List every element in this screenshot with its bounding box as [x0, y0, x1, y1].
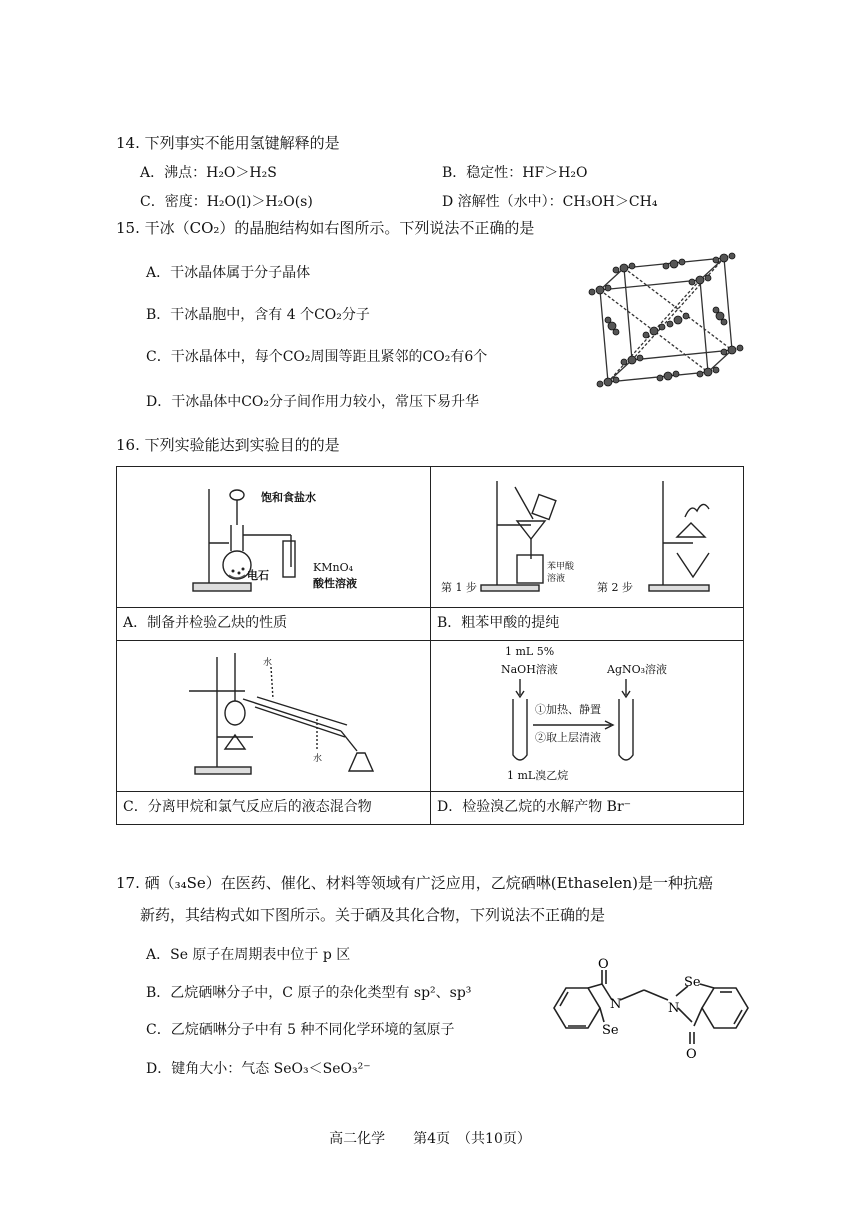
q15-option-c: C．干冰晶体中，每个CO₂周围等距且紧邻的CO₂有6个	[146, 349, 488, 365]
page-footer: 高二化学 第4页 （共10页）	[329, 1131, 531, 1147]
fig-a-acetylene-apparatus	[117, 467, 430, 607]
fig-d-top-2: NaOH溶液	[501, 663, 558, 676]
q14-stem: 14. 下列事实不能用氢键解释的是	[116, 134, 340, 152]
q14-option-a: A．沸点：H₂O＞H₂S	[140, 165, 277, 181]
q17-option-c: C．乙烷硒啉分子中有 5 种不同化学环境的氢原子	[146, 1022, 455, 1038]
struct-se-right: Se	[684, 975, 701, 990]
q14-option-b: B．稳定性：HF＞H₂O	[442, 165, 588, 181]
q15-option-d: D．干冰晶体中CO₂分子间作用力较小，常压下易升华	[146, 394, 480, 410]
struct-n-right: N	[668, 1001, 680, 1016]
fig-d-bottom: 1 mL溴乙烷	[507, 769, 569, 782]
struct-se-left: Se	[602, 1023, 619, 1038]
q15-option-a: A．干冰晶体属于分子晶体	[146, 265, 311, 281]
q16-caption-c: C．分离甲烷和氯气反应后的液态混合物	[117, 792, 431, 825]
fig-b-step-1: 第 1 步	[441, 581, 477, 594]
fig-d-top-1: 1 mL 5%	[505, 645, 555, 658]
q16-caption-d: D．检验溴乙烷的水解产物 Br⁻	[431, 792, 744, 825]
q17-stem-line-1: 17. 硒（₃₄Se）在医药、催化、材料等领域有广泛应用，乙烷硒啉(Ethaselen)是一种抗癌	[116, 874, 714, 892]
struct-n-left: N	[610, 997, 622, 1012]
q17-option-b: B．乙烷硒啉分子中，C 原子的杂化类型有 sp²、sp³	[146, 985, 472, 1001]
fig-a-label-acidic: 酸性溶液	[313, 577, 357, 590]
fig-b-label-solution: 溶液	[547, 574, 566, 584]
fig-d-step-2: ②取上层清液	[535, 731, 601, 744]
q15-option-b: B．干冰晶胞中，含有 4 个CO₂分子	[146, 307, 370, 323]
q16-experiment-table	[116, 466, 744, 825]
struct-o-left: O	[598, 957, 609, 972]
q16-stem: 16. 下列实验能达到实验目的的是	[116, 436, 340, 454]
fig-c-water-in: 水	[263, 658, 273, 668]
fig-a-label-kmno4: KMnO₄	[313, 561, 353, 574]
fig-d-step-1: ①加热、静置	[535, 703, 601, 716]
struct-o-right: O	[686, 1047, 697, 1062]
fig-d-reagent: AgNO₃溶液	[607, 663, 668, 676]
q15-stem: 15. 干冰（CO₂）的晶胞结构如右图所示。下列说法不正确的是	[116, 219, 535, 237]
ethaselen-structure	[544, 956, 764, 1066]
fig-c-water-out: 水	[313, 754, 323, 764]
co2-unit-cell-figure	[582, 240, 752, 400]
fig-b-step-2: 第 2 步	[597, 581, 633, 594]
q14-option-c: C．密度：H₂O(l)＞H₂O(s)	[140, 194, 313, 210]
q16-caption-b: B．粗苯甲酸的提纯	[431, 608, 744, 641]
fig-b-label-benzoic: 苯甲酸	[547, 562, 575, 572]
fig-a-label-brine: 饱和食盐水	[261, 491, 316, 504]
fig-c-distillation-apparatus	[117, 641, 430, 791]
fig-d-bromoethane-test	[431, 641, 743, 791]
q14-option-d: D 溶解性（水中）：CH₃OH＞CH₄	[442, 194, 658, 210]
q16-caption-a: A．制备并检验乙炔的性质	[117, 608, 431, 641]
fig-a-label-carbide: 电石	[247, 569, 269, 582]
q17-stem-line-2: 新药，其结构式如下图所示。关于硒及其化合物，下列说法不正确的是	[140, 906, 606, 924]
q17-option-a: A．Se 原子在周期表中位于 p 区	[146, 947, 351, 963]
q17-option-d: D．键角大小：气态 SeO₃＜SeO₃²⁻	[146, 1061, 371, 1077]
fig-b-purification-apparatus	[431, 467, 743, 607]
